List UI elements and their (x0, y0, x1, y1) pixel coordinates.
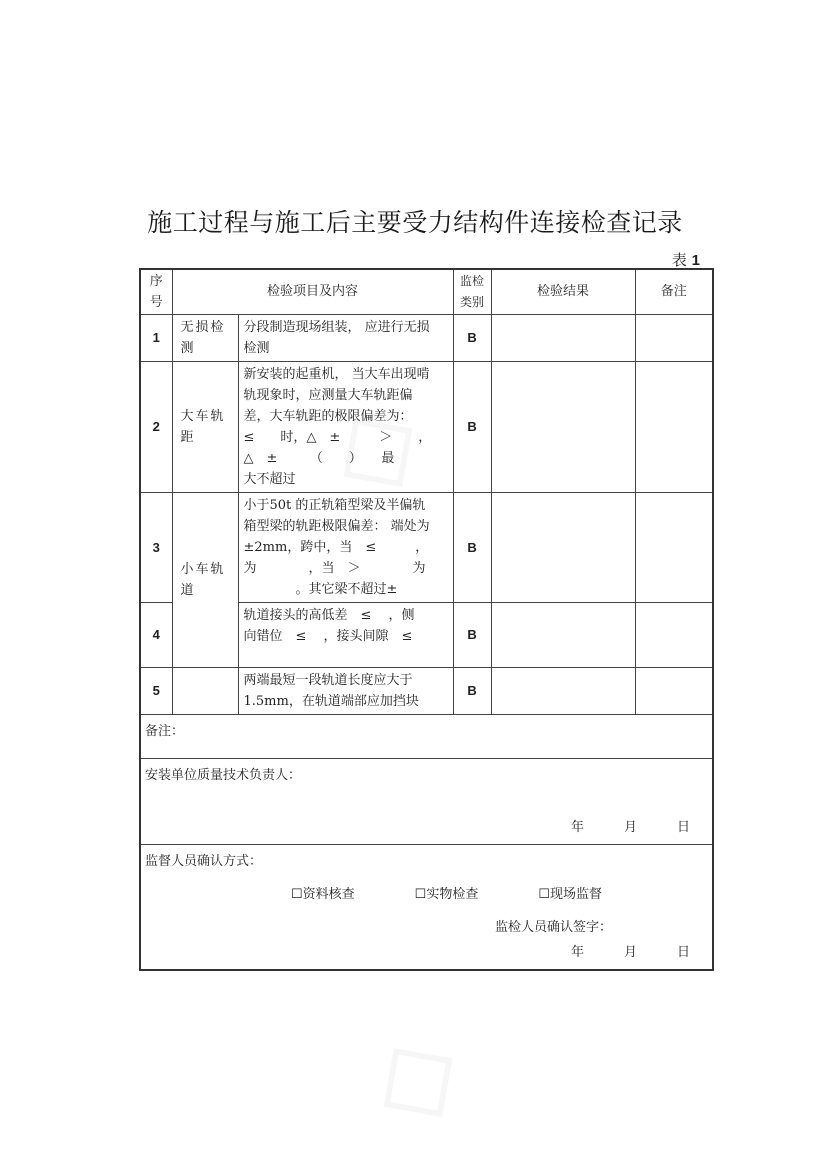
row-result-cell[interactable] (491, 602, 635, 667)
header-class-line2: 类别 (460, 294, 485, 309)
header-seq-line1: 序 (149, 273, 163, 289)
row-number: 3 (140, 492, 172, 602)
content-line: 分段制造现场组装， 应进行无损 (243, 319, 430, 335)
watermark-shape (341, 997, 484, 1151)
header-seq-line2: 号 (149, 294, 163, 310)
date-month-label: 月 (623, 819, 637, 835)
remarks-label: 备注： (145, 723, 185, 739)
check-options (185, 884, 708, 905)
row-remark-cell[interactable] (635, 492, 713, 602)
header-class-line1: 监检 (460, 273, 485, 288)
row-result-cell[interactable] (491, 314, 635, 361)
header-seq (140, 269, 172, 314)
row-item (172, 314, 238, 361)
table-row (140, 361, 713, 492)
content-line: 向错位 ≤ ，接头间隙 ≤ (243, 628, 413, 644)
install-cell[interactable] (140, 758, 713, 844)
row-result-cell[interactable] (491, 667, 635, 714)
content-line: 新安装的起重机， 当大车出现啃 (243, 366, 430, 382)
content-line: 小于50t 的正轨箱型梁及半偏轨 (243, 497, 426, 513)
row-item-line2: 距 (180, 429, 196, 445)
check-physical-inspection[interactable]: ☐实物检查 (414, 886, 479, 902)
install-manager-label: 安装单位质量技术负责人： (145, 767, 302, 783)
content-line: ±2mm，跨中，当 ≤ ， (243, 539, 429, 555)
row-number: 5 (140, 667, 172, 714)
supervise-date (145, 942, 708, 963)
row-result-cell[interactable] (491, 361, 635, 492)
remarks-row (140, 714, 713, 758)
row-content (238, 361, 453, 492)
row-class: B (453, 492, 491, 602)
row-content (238, 492, 453, 602)
header-item: 检验项目及内容 (172, 269, 453, 314)
header-remark: 备注 (635, 269, 713, 314)
content-line: 差，大车轨距的极限偏差为： (243, 408, 413, 424)
row-number: 4 (140, 602, 172, 667)
row-remark-cell[interactable] (635, 361, 713, 492)
date-month-label: 月 (623, 944, 637, 960)
content-line: ≤ 时，△ ± ＞ ， (243, 429, 432, 445)
check-document-review[interactable]: ☐资料核查 (291, 886, 355, 902)
header-row (140, 269, 713, 314)
row-item-line1: 大车轨 (180, 408, 226, 424)
row-class: B (453, 361, 491, 492)
content-line: 轨现象时，应测量大车轨距偏 (243, 387, 413, 403)
content-line: 检测 (243, 340, 270, 356)
content-line: △ ± （ ） 最 (243, 450, 395, 466)
content-line: 轨道接头的高低差 ≤ ，侧 (243, 607, 415, 623)
table-row (140, 492, 713, 602)
table-number-label (672, 249, 700, 270)
install-date (145, 817, 708, 838)
row-class: B (453, 667, 491, 714)
content-line: 两端最短一段轨道长度应大于 (243, 672, 413, 688)
row-content (238, 602, 453, 667)
install-row (140, 758, 713, 844)
row-class: B (453, 314, 491, 361)
inspector-signature-label: 监检人员确认签字： (495, 919, 613, 935)
row-item (172, 361, 238, 492)
row-content (238, 314, 453, 361)
supervise-row (140, 844, 713, 970)
row-item-merged (172, 492, 238, 667)
header-class (453, 269, 491, 314)
row-remark-cell[interactable] (635, 602, 713, 667)
content-line: 1.5mm，在轨道端部应加挡块 (243, 693, 419, 709)
content-line: 大不超过 (243, 471, 296, 487)
row-number: 2 (140, 361, 172, 492)
row-item-line2: 道 (180, 582, 196, 598)
content-line: 箱型梁的轨距极限偏差： 端处为 (243, 518, 430, 534)
header-result: 检验结果 (491, 269, 635, 314)
table-label-prefix: 表 (671, 251, 692, 269)
row-item-empty (172, 667, 238, 714)
date-day-label: 日 (677, 944, 691, 960)
row-item-line2: 测 (180, 340, 196, 356)
supervise-method-label: 监督人员确认方式： (145, 853, 263, 869)
date-day-label: 日 (677, 819, 691, 835)
row-remark-cell[interactable] (635, 667, 713, 714)
row-remark-cell[interactable] (635, 314, 713, 361)
row-number: 1 (140, 314, 172, 361)
row-content (238, 667, 453, 714)
row-item-line1: 无损检 (180, 319, 226, 335)
row-item-line1: 小车轨 (180, 561, 226, 577)
row-class: B (453, 602, 491, 667)
content-line: 为 ，当 ＞ 为 (243, 560, 426, 576)
inspection-table (139, 268, 714, 971)
remarks-cell[interactable] (140, 714, 713, 758)
date-year-label: 年 (570, 819, 584, 835)
content-line: 。其它梁不超过± (243, 581, 398, 597)
date-year-label: 年 (570, 944, 584, 960)
document-title: 施工过程与施工后主要受力结构件连接检查记录 (147, 208, 683, 237)
table-label-number: 1 (691, 252, 700, 269)
table-row (140, 667, 713, 714)
table-row (140, 314, 713, 361)
row-result-cell[interactable] (491, 492, 635, 602)
check-onsite-supervision[interactable]: ☐现场监督 (538, 886, 602, 902)
supervise-cell[interactable] (140, 844, 713, 970)
